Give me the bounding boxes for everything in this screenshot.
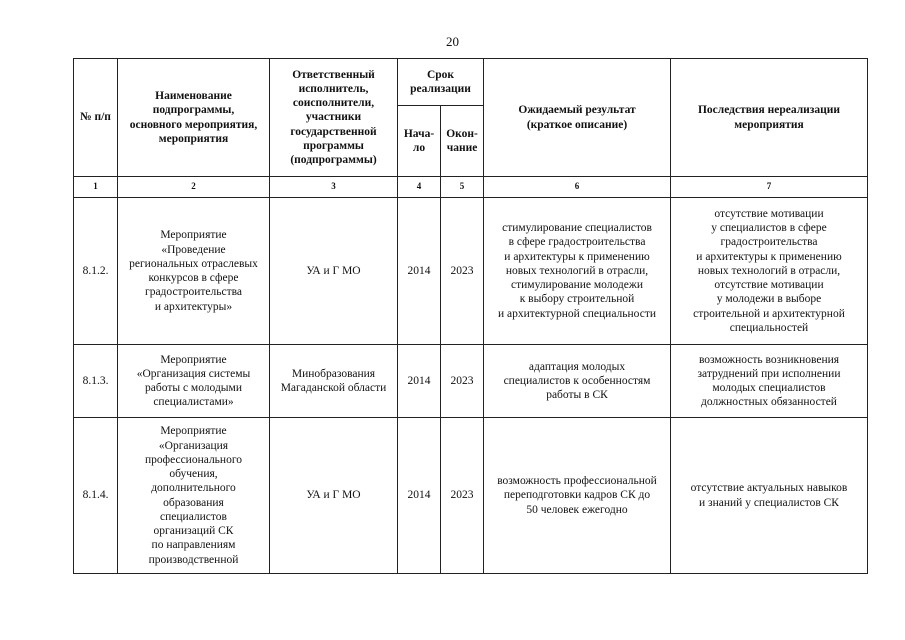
- row-consequences: возможность возникновения затруднений при исполнении молодых специалистов должностных обязанностей: [671, 345, 868, 418]
- column-number: 5: [441, 177, 484, 198]
- column-number: 7: [671, 177, 868, 198]
- row-num: 8.1.2.: [74, 198, 118, 345]
- column-number: 4: [398, 177, 441, 198]
- row-num: 8.1.3.: [74, 345, 118, 418]
- row-end: 2023: [441, 418, 484, 574]
- header-end: Окон- чание: [441, 106, 484, 177]
- row-name: Мероприятие «Организация системы работы с молодыми специалистами»: [118, 345, 270, 418]
- row-result: возможность профессиональной переподготовки кадров СК до 50 человек ежегодно: [484, 418, 671, 574]
- row-consequences: отсутствие актуальных навыков и знаний у специалистов СК: [671, 418, 868, 574]
- column-number: 6: [484, 177, 671, 198]
- table-row: [74, 345, 868, 418]
- column-number: 2: [118, 177, 270, 198]
- header-consequences: Последствия нереализации мероприятия: [671, 59, 868, 177]
- row-start: 2014: [398, 418, 441, 574]
- row-responsible: УА и Г МО: [270, 198, 398, 345]
- header-term: Срок реализации: [398, 59, 484, 106]
- row-consequences: отсутствие мотивации у специалистов в сфере градостроительства и архитектуры к применению новых технологий в отрасли, отсутствие мотивации у молодежи в выборе строительной и архитектурной специальностей: [671, 198, 868, 345]
- header-name: Наименование подпрограммы, основного мероприятия, мероприятия: [118, 59, 270, 177]
- row-start: 2014: [398, 345, 441, 418]
- row-end: 2023: [441, 198, 484, 345]
- header-row-1: [74, 59, 868, 106]
- header-start: Нача- ло: [398, 106, 441, 177]
- header-num: № п/п: [74, 59, 118, 177]
- activities-table: [73, 58, 868, 574]
- row-name: Мероприятие «Организация профессионального обучения, дополнительного образования специалистов организаций СК по направлениям производственной: [118, 418, 270, 574]
- column-number: 3: [270, 177, 398, 198]
- row-end: 2023: [441, 345, 484, 418]
- row-num: 8.1.4.: [74, 418, 118, 574]
- row-result: адаптация молодых специалистов к особенностям работы в СК: [484, 345, 671, 418]
- row-name: Мероприятие «Проведение региональных отраслевых конкурсов в сфере градостроительства и архитектуры»: [118, 198, 270, 345]
- table-row: [74, 198, 868, 345]
- row-responsible: Минобразования Магаданской области: [270, 345, 398, 418]
- row-result: стимулирование специалистов в сфере градостроительства и архитектуры к применению новых технологий в отрасли, стимулирование молодежи к выбору строительной и архитектурной специальности: [484, 198, 671, 345]
- table-row: [74, 418, 868, 574]
- column-numbers-row: [74, 177, 868, 198]
- row-responsible: УА и Г МО: [270, 418, 398, 574]
- column-number: 1: [74, 177, 118, 198]
- row-start: 2014: [398, 198, 441, 345]
- page-number: 20: [446, 34, 459, 49]
- header-responsible: Ответственный исполнитель, соисполнители, участники государственной программы (подпрограммы): [270, 59, 398, 177]
- header-result: Ожидаемый результат (краткое описание): [484, 59, 671, 177]
